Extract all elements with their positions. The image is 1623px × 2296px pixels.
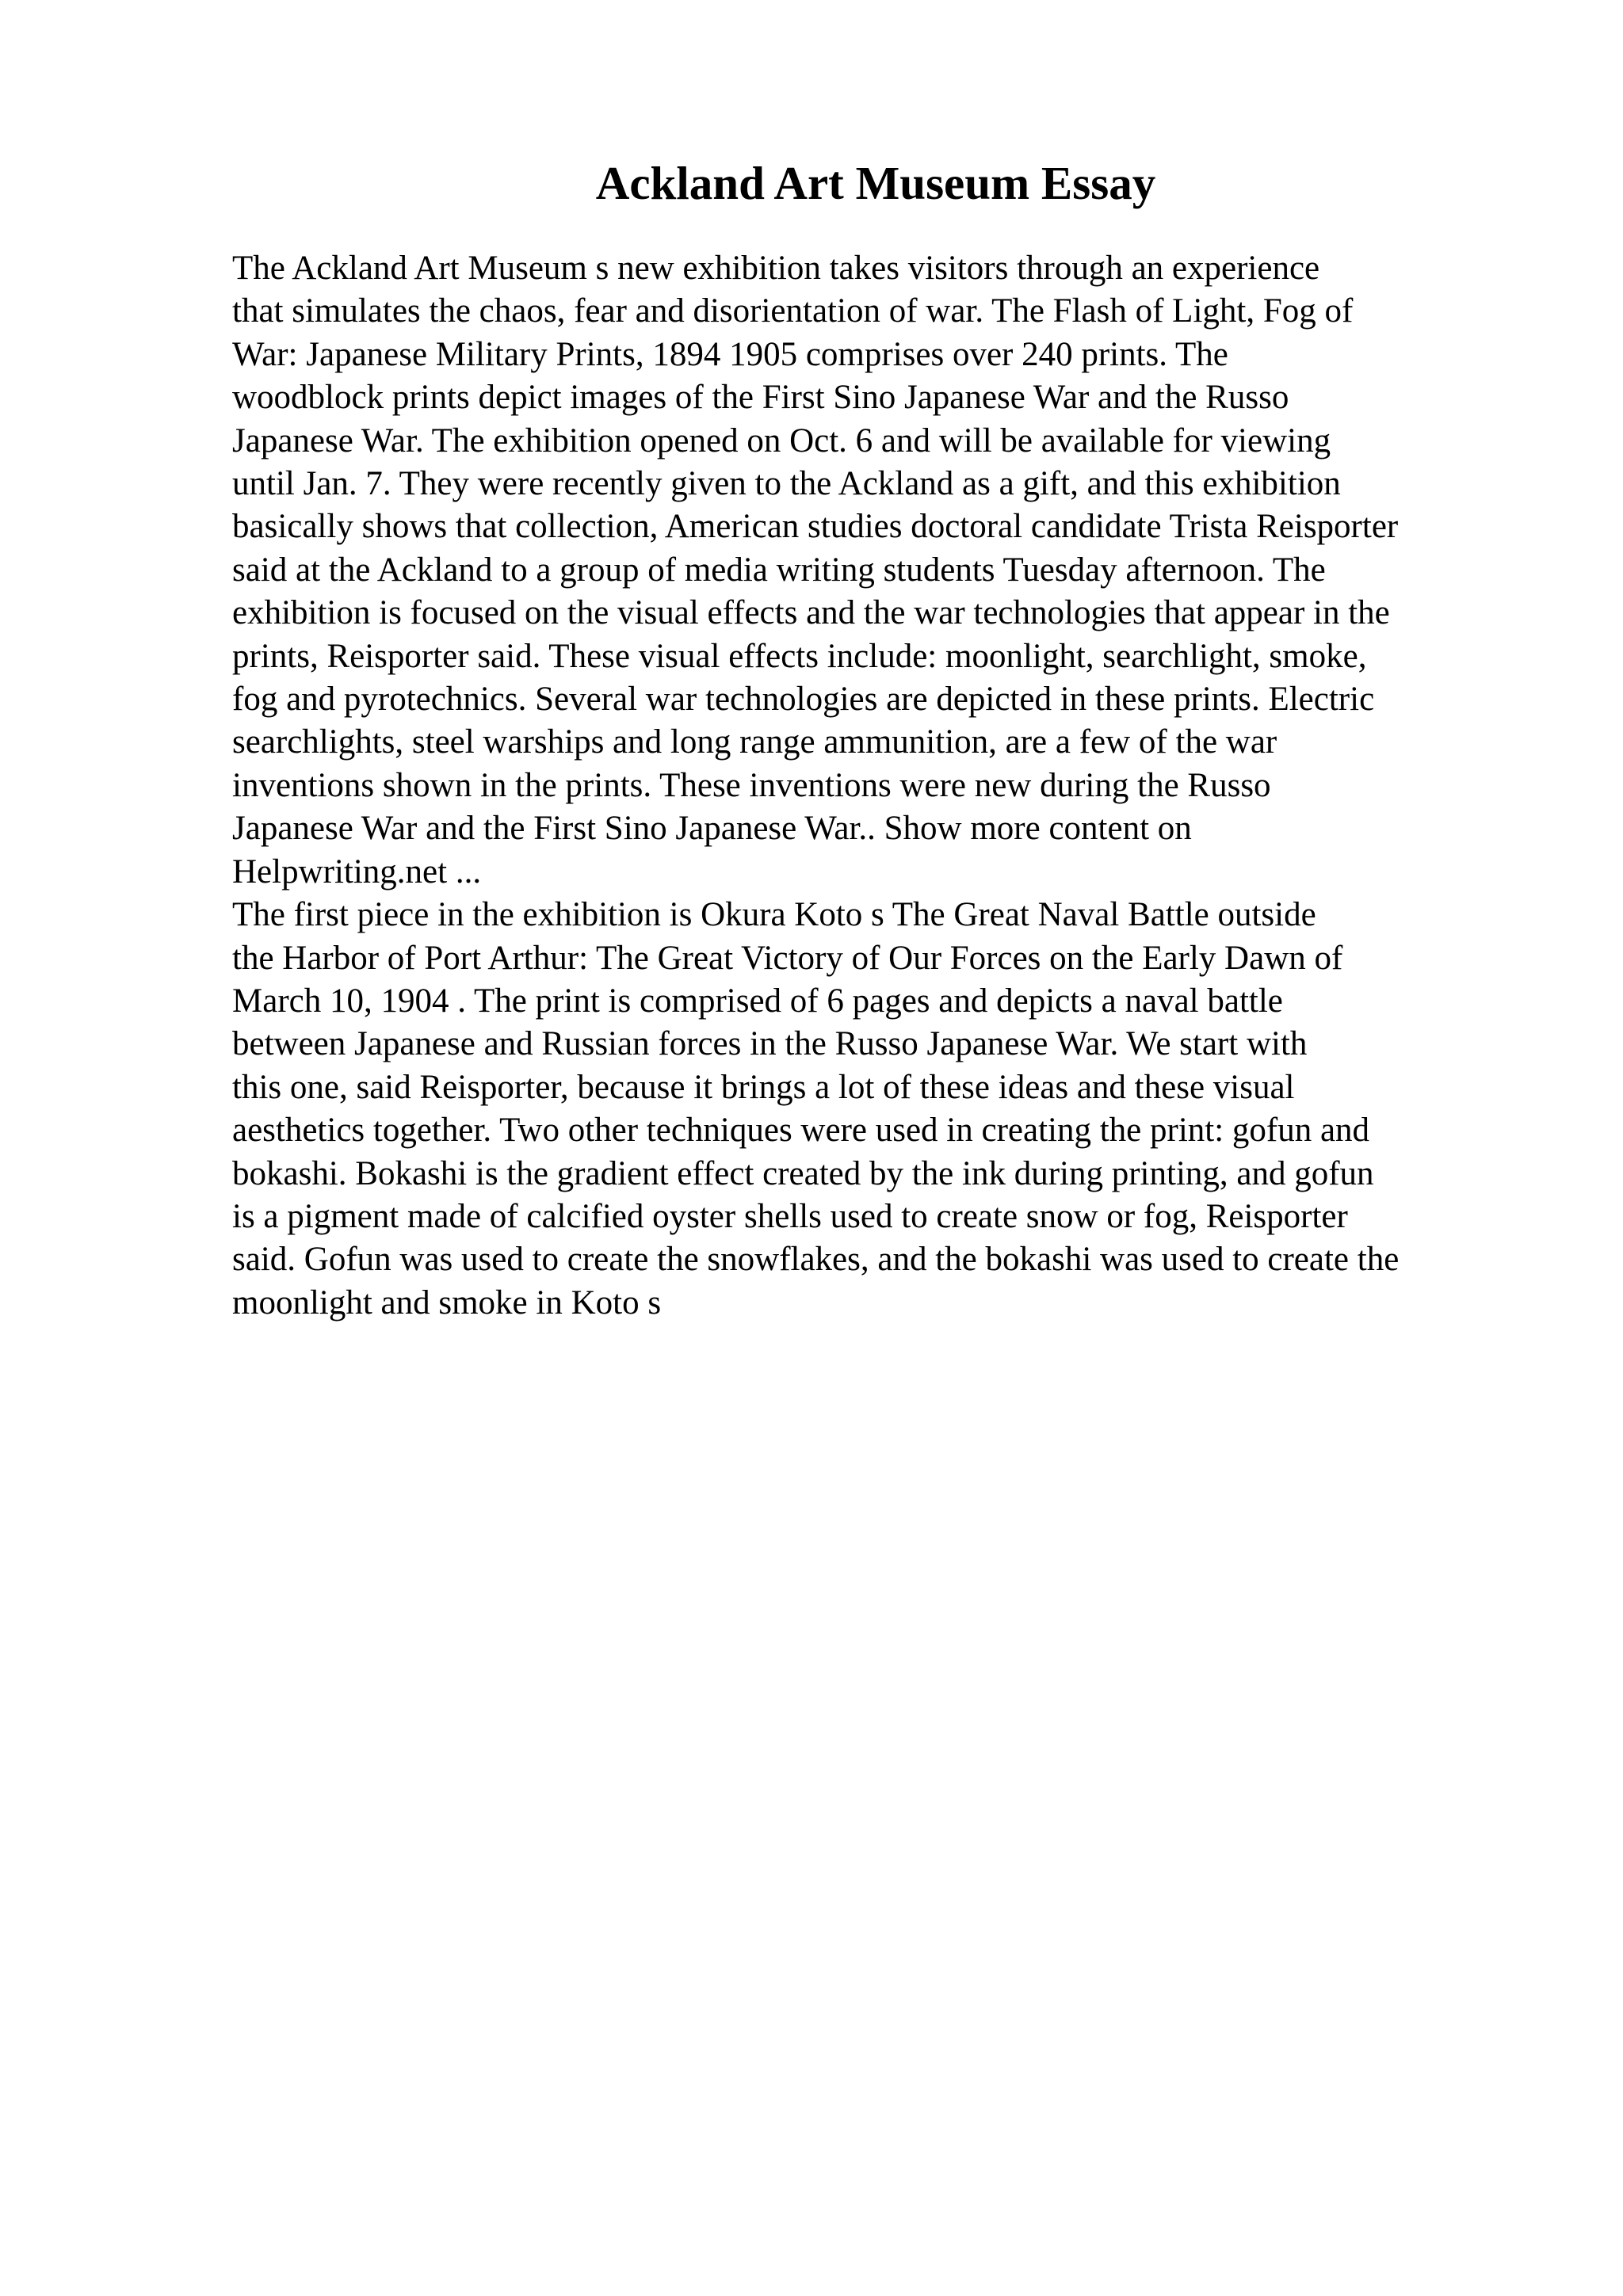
body-line: fog and pyrotechnics. Several war technologies are depicted in these prints. Electric (232, 681, 1375, 719)
body-line: that simulates the chaos, fear and disorientation of war. The Flash of Light, Fog of (232, 292, 1354, 330)
body-line: searchlights, steel warships and long range ammunition, are a few of the war (232, 723, 1277, 761)
document-body (232, 247, 1595, 1325)
body-line: The Ackland Art Museum s new exhibition takes visitors through an experience (232, 250, 1320, 287)
body-line: Helpwriting.net ... (232, 852, 482, 891)
body-line: exhibition is focused on the visual effects and the war technologies that appear in the (232, 594, 1390, 632)
document-title: Ackland Art Museum Essay (595, 157, 1156, 209)
body-line: woodblock prints depict images of the First Sino Japanese War and the Russo (232, 379, 1289, 417)
body-line: moonlight and smoke in Koto s (232, 1283, 662, 1322)
body-line: prints, Reisporter said. These visual effects include: moonlight, searchlight, smoke, (232, 637, 1367, 675)
body-line: March 10, 1904 . The print is comprised of 6 pages and depicts a naval battle (232, 982, 1283, 1020)
body-line: between Japanese and Russian forces in the Russo Japanese War. We start with (232, 1025, 1308, 1063)
body-line: said. Gofun was used to create the snowflakes, and the bokashi was used to create the (232, 1241, 1400, 1279)
body-line: bokashi. Bokashi is the gradient effect created by the ink during printing, and gofun (232, 1154, 1374, 1192)
body-line: The first piece in the exhibition is Okura Koto s The Great Naval Battle outside (232, 896, 1316, 934)
body-line: aesthetics together. Two other techniques were used in creating the print: gofun and (232, 1112, 1370, 1150)
body-line: the Harbor of Port Arthur: The Great Victory of Our Forces on the Early Dawn of (232, 939, 1343, 977)
body-line: inventions shown in the prints. These inventions were new during the Russo (232, 766, 1271, 804)
body-line: basically shows that collection, American studies doctoral candidate Trista Reisporter (232, 508, 1399, 546)
body-line: said at the Ackland to a group of media writing students Tuesday afternoon. The (232, 551, 1326, 589)
body-line: Japanese War. The exhibition opened on Oct. 6 and will be available for viewing (232, 421, 1331, 460)
body-line: until Jan. 7. They were recently given to the Ackland as a gift, and this exhibition (232, 465, 1341, 503)
body-line: War: Japanese Military Prints, 1894 1905 comprises over 240 prints. The (232, 335, 1228, 373)
body-line: this one, said Reisporter, because it brings a lot of these ideas and these visual (232, 1068, 1295, 1106)
body-line: Japanese War and the First Sino Japanese War.. Show more content on (232, 810, 1192, 848)
body-line: is a pigment made of calcified oyster shells used to create snow or fog, Reisporter (232, 1197, 1348, 1235)
